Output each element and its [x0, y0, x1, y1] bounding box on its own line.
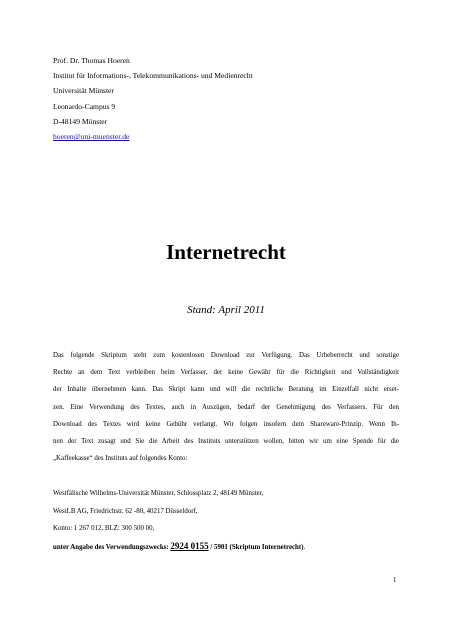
intro-line: Rechte an dem Text verbleiben beim Verfasser, der keine Gewähr für die Richtigkeit und Vollständigkeit	[53, 369, 399, 377]
intro-line: Das folgende Skriptum steht zum kostenlosen Download zur Verfügung. Das Urheberrecht und sonstige	[53, 352, 399, 359]
author-name: Prof. Dr. Thomas Hoeren	[53, 56, 130, 65]
document-title: Internetrecht	[166, 240, 286, 264]
bank-recipient: Westfälische Wilhelms-Universität Münster, Schlossplatz 2, 48149 Münster,	[53, 490, 264, 497]
payment-purpose	[53, 538, 305, 557]
intro-line: nen der Text zusagt und Sie die Arbeit des Instituts unterstützen wollen, bitten wir um eine Spende für die	[53, 437, 399, 445]
page-number: 1	[393, 577, 397, 584]
purpose-separator: / 5901	[208, 543, 230, 551]
intro-line: zen. Eine Verwendung des Textes, auch in Auszügen, bedarf der Genehmigung des Verfassers. Für den	[53, 403, 399, 411]
intro-line: Download des Textes wird keine Gebühr verlangt. Wir folgen insofern dem Shareware-Prinzip. Wenn Ih-	[53, 420, 399, 428]
bank-account: Konto: 1 267 012, BLZ: 300 500 00,	[53, 525, 155, 533]
postal-city: D-48149 Münster	[53, 116, 108, 126]
purpose-prefix: unter Angabe des Verwendungszwecks:	[53, 543, 171, 551]
author-address-block	[53, 53, 253, 144]
institute-name: Institut für Informations-, Telekommunikations- und Medienrecht	[53, 71, 253, 81]
university-name: Universität Münster	[53, 86, 114, 96]
purpose-note: (Skriptum Internetrecht)	[229, 543, 304, 551]
intro-line: der Inhalte übernehmen kann. Das Skript kann und will die rechtliche Beratung im Einzelfall nicht erset-	[53, 386, 399, 394]
street-address: Leonardo-Campus 9	[53, 101, 116, 111]
document-date: Stand: April 2011	[187, 304, 265, 316]
intro-line: „Kaffeekasse“ des Instituts auf folgendes Konto:	[53, 455, 188, 463]
purpose-end: .	[303, 543, 306, 551]
intro-paragraph	[53, 347, 399, 467]
email-link[interactable]: hoeren@uni-muenster.de	[53, 132, 130, 142]
purpose-code: 2924 0155	[170, 540, 209, 551]
bank-details	[53, 485, 305, 556]
bank-name: WestLB AG, Friedrichstr. 62 -80, 40217 Düsseldorf,	[53, 507, 198, 515]
